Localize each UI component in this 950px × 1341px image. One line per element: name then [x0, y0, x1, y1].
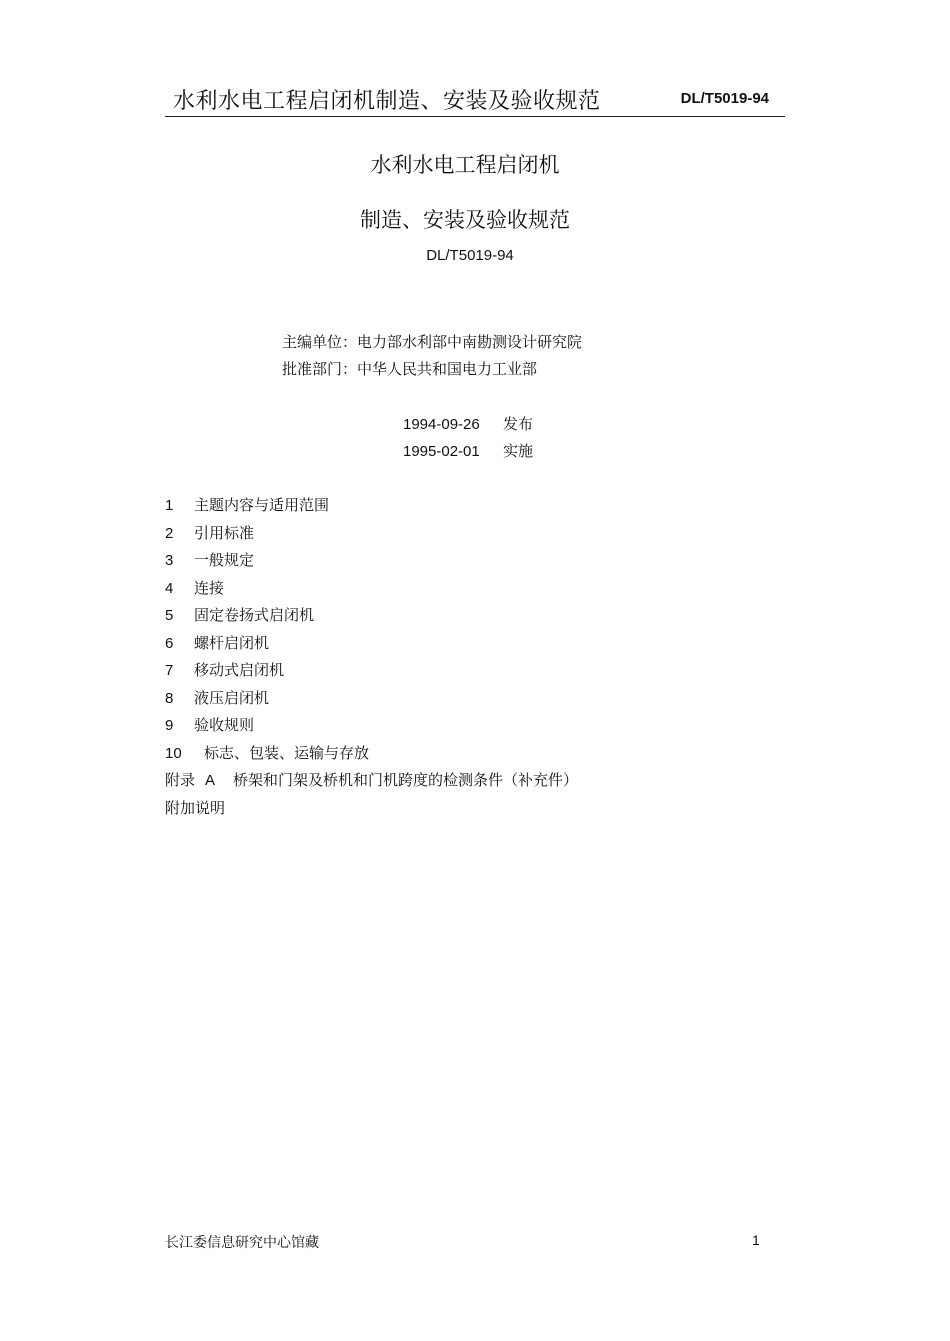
header-title: 水利水电工程启闭机制造、安装及验收规范: [173, 89, 601, 114]
toc-item: [165, 605, 578, 633]
appendix-title: 桥架和门架及桥机和门机跨度的检测条件（补充件）: [233, 771, 579, 789]
document-standard-code: DL/T5019-94: [426, 247, 514, 264]
document-title-line1: 水利水电工程启闭机: [370, 153, 560, 177]
toc-number: 2: [165, 524, 174, 542]
toc-title: 一般规定: [194, 551, 255, 569]
toc-number: 8: [165, 689, 174, 707]
toc-item: [165, 688, 578, 716]
toc-title: 移动式启闭机: [194, 661, 285, 679]
toc-title: 验收规则: [194, 716, 255, 734]
footer-archive-note: 长江委信息研究中心馆藏: [165, 1235, 319, 1251]
toc-item: [165, 660, 578, 688]
approving-department: 批准部门：中华人民共和国电力工业部: [282, 360, 538, 378]
publish-date: 1994-09-26: [403, 416, 480, 433]
toc-number: 3: [165, 552, 174, 569]
toc-title: 连接: [194, 578, 225, 597]
toc-number: 1: [165, 497, 174, 514]
publish-label: 发布: [503, 415, 534, 433]
toc-item: [165, 523, 578, 551]
toc-number: 4: [165, 579, 174, 597]
toc-item: [165, 578, 578, 606]
header-standard-code: DL/T5019-94: [680, 90, 769, 107]
toc-number: 6: [165, 634, 174, 652]
toc-title: 螺杆启闭机: [194, 633, 270, 652]
implement-label: 实施: [503, 442, 534, 460]
toc-title: 固定卷扬式启闭机: [194, 606, 315, 624]
editor-unit: 主编单位：电力部水利部中南勘测设计研究院: [282, 333, 583, 351]
toc-item: [165, 633, 578, 661]
implement-date: 1995-02-01: [403, 443, 480, 460]
appendix-prefix: 附录: [165, 771, 196, 789]
document-title-line2: 制造、安装及验收规范: [360, 208, 570, 232]
toc-title: 液压启闭机: [194, 688, 270, 707]
page-number: 1: [752, 1232, 760, 1248]
table-of-contents: [165, 495, 578, 825]
publish-date-row: [403, 413, 533, 434]
toc-additional-notes: 附加说明: [165, 798, 226, 817]
toc-title: 主题内容与适用范围: [194, 496, 330, 514]
toc-title: 引用标准: [194, 523, 255, 542]
implement-date-row: [403, 440, 533, 461]
toc-item: [165, 743, 578, 771]
page-header: [165, 78, 785, 117]
toc-number: 10: [165, 744, 182, 762]
toc-number: 9: [165, 717, 174, 734]
toc-item: [165, 715, 578, 743]
toc-appendix: [165, 770, 578, 798]
toc-number: 7: [165, 662, 174, 679]
toc-item: [165, 495, 578, 523]
appendix-letter: A: [205, 772, 216, 789]
toc-number: 5: [165, 607, 174, 624]
toc-item: [165, 550, 578, 578]
toc-title: 标志、包装、运输与存放: [204, 743, 370, 762]
